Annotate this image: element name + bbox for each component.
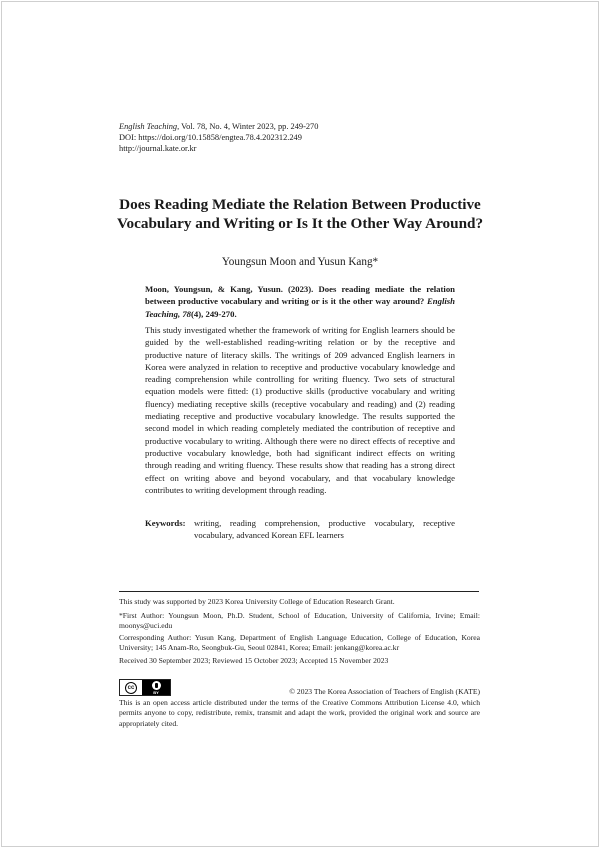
journal-citation-line (119, 121, 318, 132)
by-label: BY (153, 689, 159, 695)
license-text: This is an open access article distributed under the terms of the Creative Commons Attribution License 4.0, which permits anyone to copy, redistribute, remix, transmit and adapt the work, provided the original work and source are appropriately cited. (119, 698, 480, 728)
authors: Youngsun Moon and Yusun Kang* (221, 256, 379, 268)
citation-journal: English Teaching, 78 (145, 296, 455, 319)
title-line-1: Does Reading Mediate the Relation Between Productive (119, 196, 481, 213)
funding-note: This study was supported by 2023 Korea University College of Education Research Grant. (119, 597, 395, 606)
abstract: This study investigated whether the framework of writing for English learners should be guided by the well-established reading-writing relation or by the receptive and productive nature of literacy skills. The writings of 209 advanced English learners in Korea were analyzed in relation to receptive and productive vocabulary knowledge and reading comprehension while controlling for writing fluency. Two sets of structural equation models were fitted: (1) productive skills (productive vocabulary and writing fluency) mediating receptive skills (receptive vocabulary and reading) and (2) reading mediating receptive and productive vocabulary knowledge. The results supported the second model in which reading completely mediated the contribution of receptive and productive vocabulary to writing. Although there were no direct effects of receptive and productive vocabulary knowledge, both had significant indirect effects on writing through reading and writing fluency. These results show that reading has a strong direct effect on writing above and beyond vocabulary, and that vocabulary knowledge contributes to writing development through reading. (145, 325, 455, 495)
journal-header (119, 121, 318, 155)
copyright: © 2023 The Korea Association of Teachers of English (KATE) (289, 687, 480, 696)
article-title (100, 195, 500, 233)
journal-name: English Teaching (119, 122, 178, 131)
keywords-text: writing, reading comprehension, productive vocabulary, receptive vocabulary, advanced Korean EFL learners (194, 518, 455, 541)
doi[interactable]: DOI: https://doi.org/10.15858/engtea.78.4.202312.249 (119, 133, 302, 143)
citation (145, 283, 455, 320)
volume-info: , Vol. 78, No. 4, Winter 2023, pp. 249-270 (177, 122, 319, 131)
footnote-divider (119, 591, 479, 592)
corresponding-author-note: Corresponding Author: Yusun Kang, Department of English Language Education, College of Education, Korea University; 145 Anam-Ro, Seongbuk-Gu, Seoul 02841, Korea; Email: jenkang@korea.ac.kr (119, 633, 480, 653)
dates-note: Received 30 September 2023; Reviewed 15 October 2023; Accepted 15 November 2023 (119, 656, 389, 665)
first-author-note: *First Author: Youngsun Moon, Ph.D. Student, School of Education, University of California, Irvine; Email: moonys@uci.edu (119, 611, 480, 631)
journal-url[interactable]: http://journal.kate.or.kr (119, 144, 197, 154)
keywords (145, 517, 455, 542)
cc-icon: cc (125, 682, 137, 694)
keywords-label: Keywords: (145, 518, 186, 528)
citation-text: Moon, Youngsun, & Kang, Yusun. (2023). Does reading mediate the relation between productive vocabulary and writing or is it the other way around? (145, 284, 455, 307)
citation-issue-pages: (4), 249-270. (191, 308, 237, 319)
title-line-2: Vocabulary and Writing or Is It the Other Way Around? (116, 215, 484, 232)
